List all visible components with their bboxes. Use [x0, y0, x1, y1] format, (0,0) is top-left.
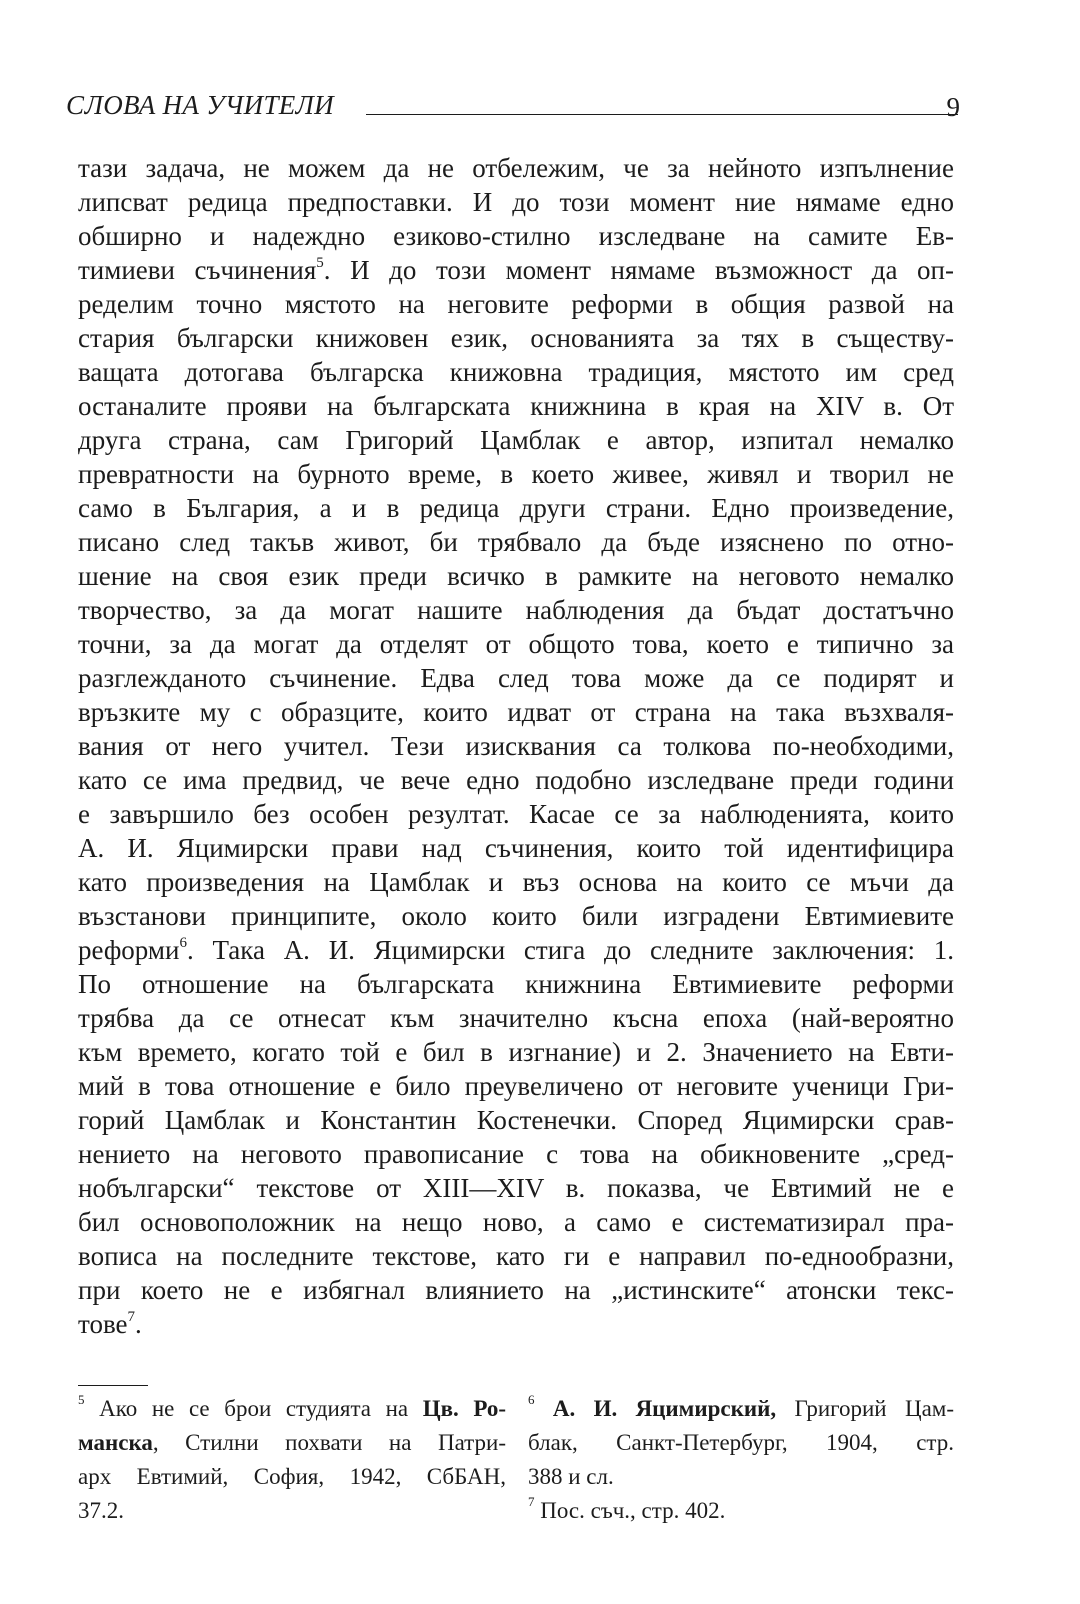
running-title: СЛОВА НА УЧИТЕЛИ [66, 90, 334, 120]
body-line: като се има предвид, че вече едно подобно изследване преди години [78, 765, 954, 795]
body-line [78, 252, 954, 288]
page-header [66, 84, 966, 128]
footnote-text: Пос. съч., стр. 402. [540, 1498, 726, 1523]
body-line: писано след такъв живот, би трябвало да бъде изяснено по отно- [78, 527, 954, 557]
body-line: нобългарски“ текстове от XIII—XIV в. показва, че Евтимий не е [78, 1173, 954, 1203]
footnote-author: А. И. Яцимирский, [552, 1396, 777, 1421]
body-line: обширно и надеждно езиково-стилно изследване на самите Ев- [78, 221, 954, 251]
body-line: към времето, когато той е бил в изгнание) и 2. Значението на Евти- [78, 1037, 954, 1067]
footnote-text: Ако не се брои студията на [99, 1396, 423, 1421]
footnote-mark-6: 6 [528, 1392, 535, 1408]
body-line: тази задача, не можем да не отбележим, че за нейното изпълнение [78, 153, 954, 183]
body-line: По отношение на българската книжнина Евтимиевите реформи [78, 969, 954, 999]
body-line: като произведения на Цамблак и въз основа на които се мъчи да [78, 867, 954, 897]
footnote-text: Григорий Цам- [776, 1396, 955, 1421]
body-line [78, 932, 954, 968]
body-line-part: . [135, 1309, 142, 1339]
footnote-author: Цв. Ро- [422, 1396, 507, 1421]
body-line: шение на своя език преди всичко в рамките на неговото немалко [78, 561, 954, 591]
body-line: връзките му с образците, които идват от страна на така възхваля- [78, 697, 954, 727]
footnote-7 [528, 1494, 954, 1528]
footnote-6 [528, 1392, 954, 1426]
body-line: трябва да се отнесат към значително късна епоха (най-вероятно [78, 1003, 954, 1033]
body-line-part: . Така А. И. Яцимирски стига до следните заключения: 1. [186, 935, 954, 965]
body-line-part: реформи [78, 935, 180, 965]
body-line: А. И. Яцимирски прави над съчинения, които той идентифицира [78, 833, 954, 863]
body-line: друга страна, сам Григорий Цамблак е автор, изпитал немалко [78, 425, 954, 455]
footnote-mark-5: 5 [78, 1392, 85, 1408]
body-line: останалите прояви на българската книжнина в края на XIV в. От [78, 391, 954, 421]
body-line: превратности на бурното време, в което живее, живял и творил не [78, 459, 954, 489]
body-text [78, 150, 954, 1376]
body-line: бил основоположник на нещо ново, а само е систематизирал пра- [78, 1207, 954, 1237]
footnote-author: манска [78, 1430, 153, 1455]
body-line: е завършило без особен резултат. Касае се за наблюденията, които [78, 799, 954, 829]
body-line: ващата дотогава българска книжовна традиция, мястото им сред [78, 357, 954, 387]
body-line: само в България, а и в редица други страни. Едно произведение, [78, 493, 954, 523]
body-line: разглежданото съчинение. Едва след това може да се подирят и [78, 663, 954, 693]
footnote-line: блак, Санкт-Петербург, 1904, стр. [528, 1430, 954, 1455]
body-line-part: . И до този момент нямаме възможност да оп- [323, 255, 954, 285]
footnote-rule [78, 1385, 148, 1386]
footnote-line: арх Евтимий, София, 1942, СбБАН, [78, 1464, 506, 1489]
body-line: вописа на последните текстове, като ги е направил по-еднообразни, [78, 1241, 954, 1271]
footnote-ref-7: 7 [127, 1309, 136, 1325]
body-line: мий в това отношение е било преувеличено от неговите ученици Гри- [78, 1071, 954, 1101]
body-line-part: тимиеви съчинения [78, 255, 317, 285]
body-line: нението на неговото правописание с това на обикновените „сред- [78, 1139, 954, 1169]
body-line [78, 1306, 954, 1342]
body-line: стария български книжовен език, основанията за тях в съществу- [78, 323, 954, 353]
body-line: вания от него учител. Тези изисквания са толкова по-необходими, [78, 731, 954, 761]
footnote-ref-6: 6 [179, 935, 187, 951]
header-rule [366, 114, 958, 115]
footnote-text: , Стилни похвати на Патри- [152, 1430, 506, 1455]
footnote-mark-7: 7 [528, 1494, 535, 1510]
body-line: горий Цамблак и Константин Костенечки. Според Яцимирски срав- [78, 1105, 954, 1135]
page-number: 9 [946, 92, 960, 122]
footnote-line: 37.2. [78, 1498, 124, 1523]
body-line: възстанови принципите, около които били изградени Евтимиевите [78, 901, 954, 931]
footnote-line [78, 1426, 506, 1460]
footnote-5 [78, 1392, 506, 1426]
body-line: при което не е избягнал влиянието на „истинските“ атонски текс- [78, 1275, 954, 1305]
body-line: точни, за да могат да отделят от общото това, което е типично за [78, 629, 954, 659]
body-line: ределим точно мястото на неговите реформи в общия развой на [78, 289, 954, 319]
body-line: творчество, за да могат нашите наблюдения да бъдат достатъчно [78, 595, 954, 625]
footnote-line: 388 и сл. [528, 1464, 614, 1489]
footnote-ref-5: 5 [316, 255, 324, 271]
body-line-part: тове [78, 1309, 128, 1339]
body-line: липсват редица предпоставки. И до този момент ние нямаме едно [78, 187, 954, 217]
